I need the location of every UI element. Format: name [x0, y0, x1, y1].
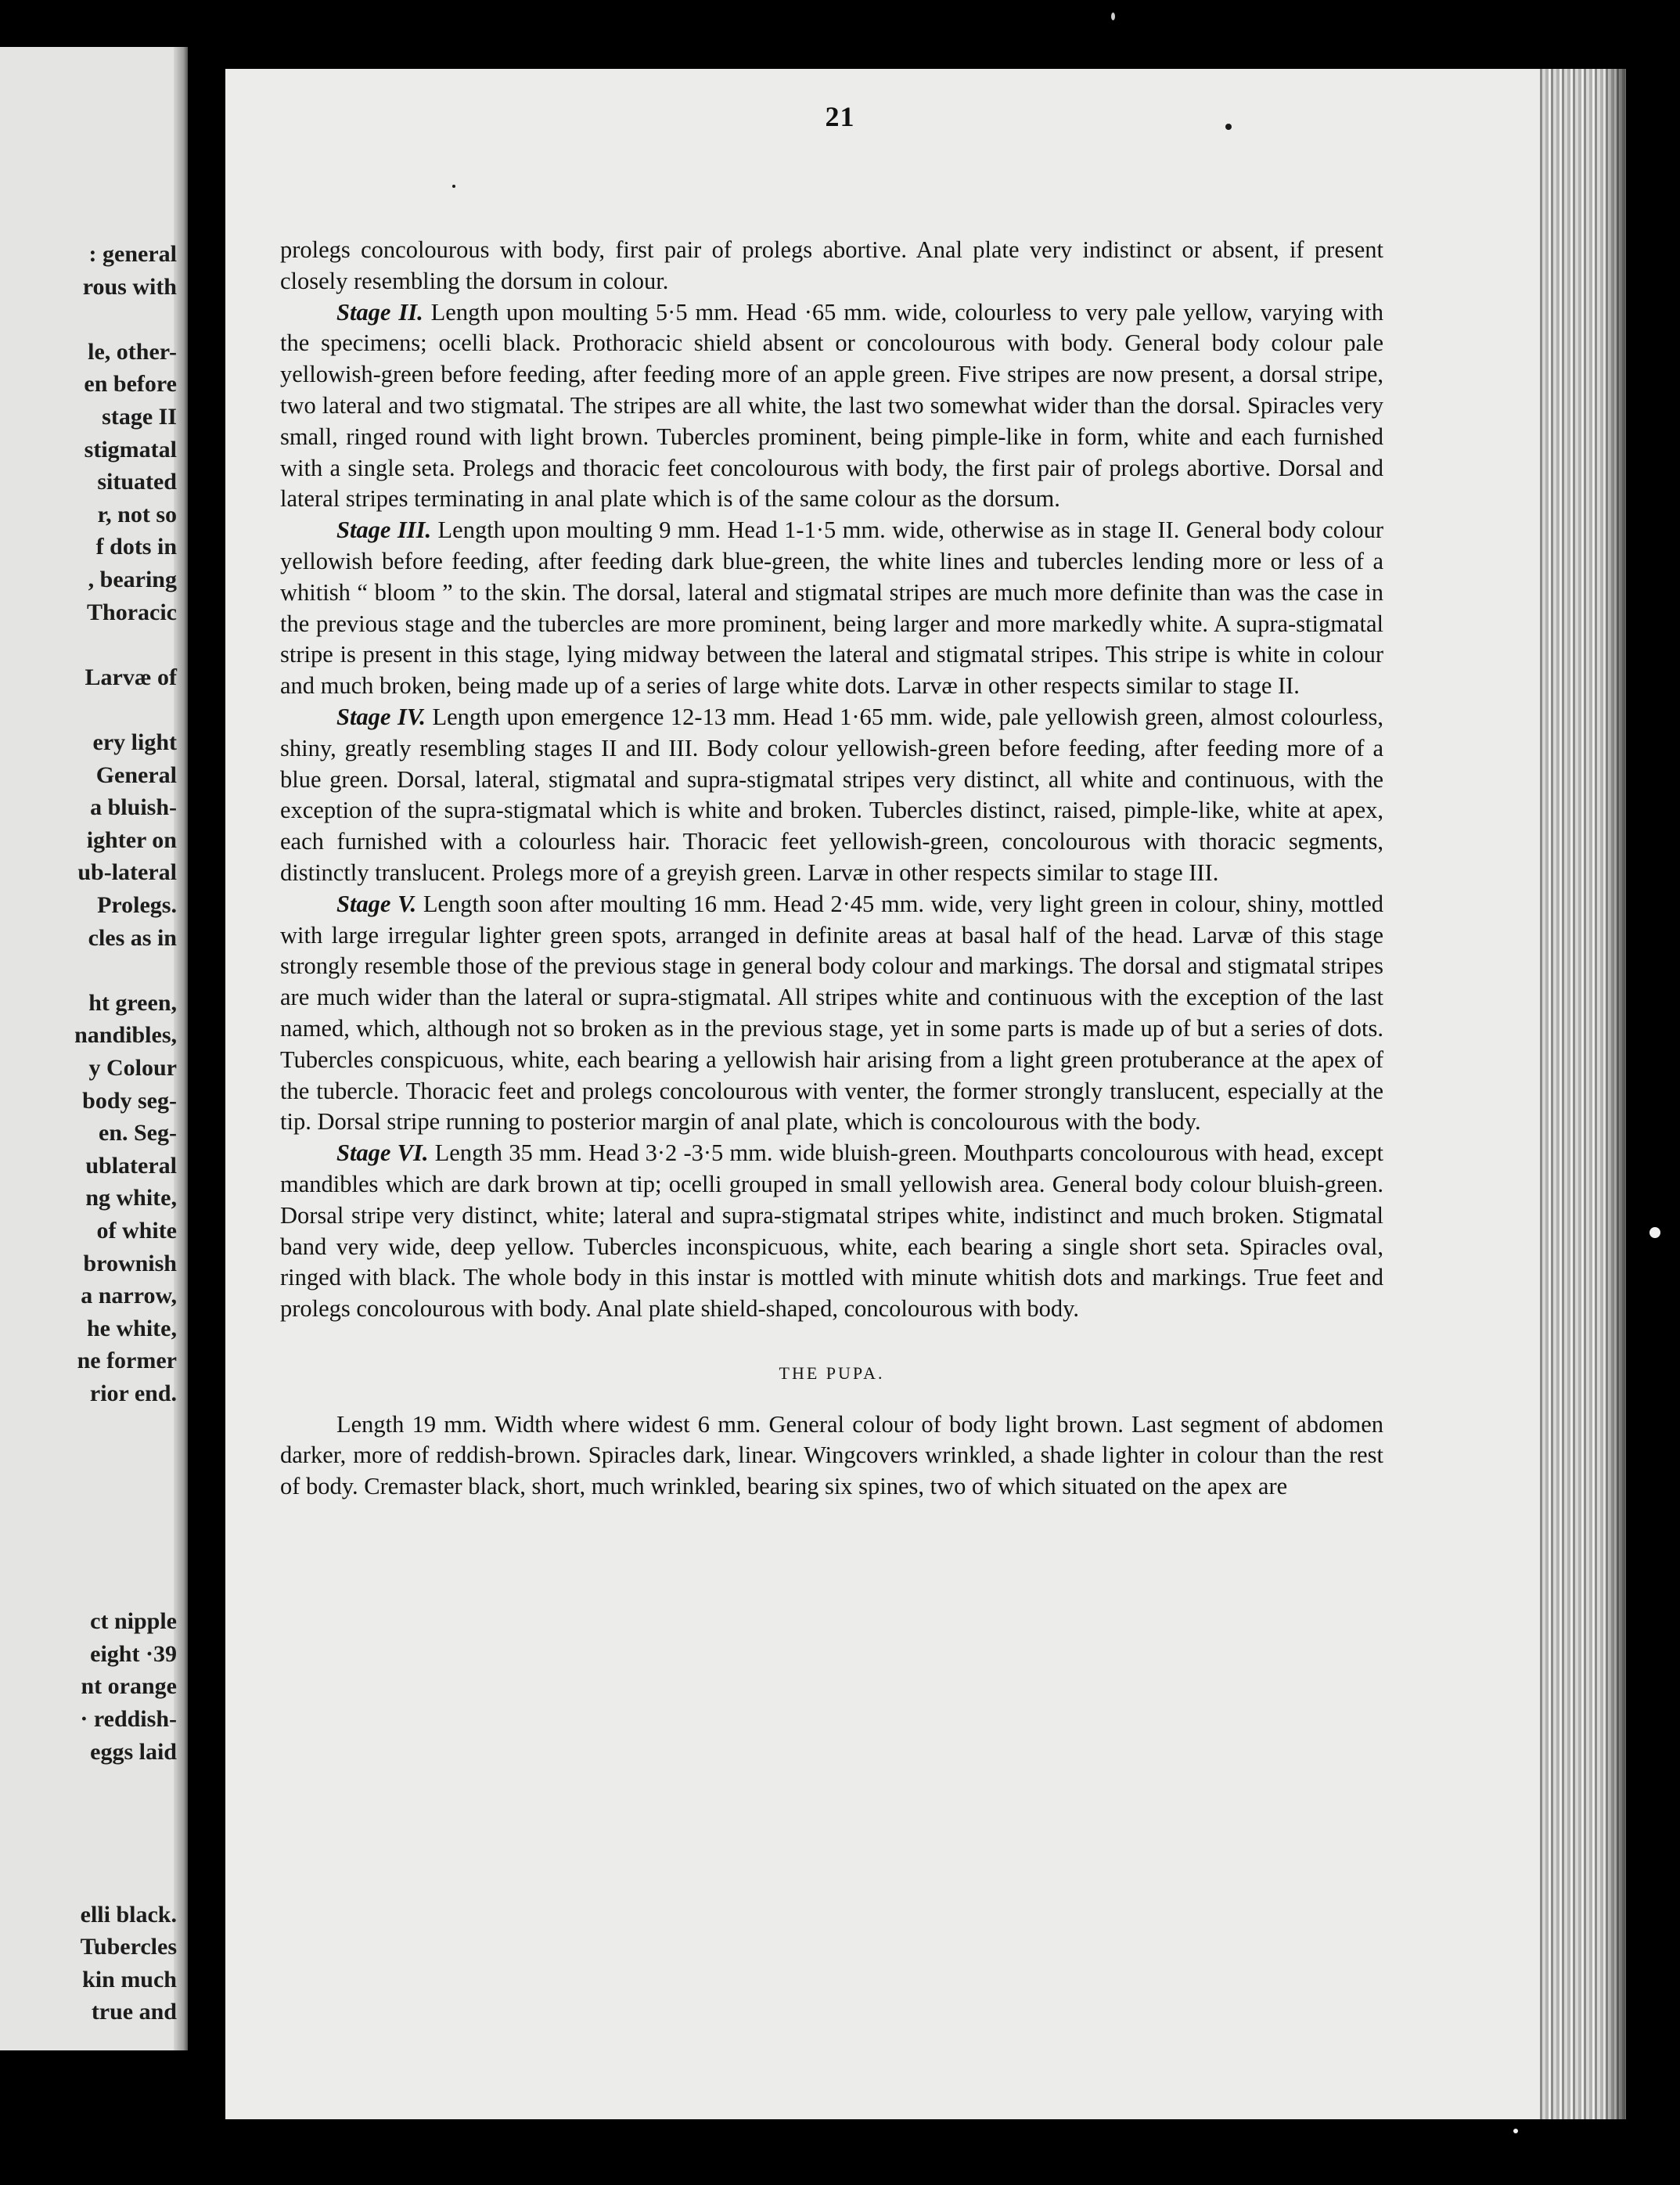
stage-label: Stage III.	[336, 517, 432, 544]
paragraph-text: Length 35 mm. Head 3·2 -3·5 mm. wide bluish-green. Mouthparts concolourous with head, except mandibles which are dark brown at tip; ocelli grouped in small yellowish area. General body colour bluish-green. Dorsal stripe very distinct, white; lateral and supra-stigmatal stripes white, indistinct and much broken. Stigmatal band very wide, deep yellow. Tubercles inconspicuous, white, each bearing a single short seta. Spiracles oval, ringed with black. The whole body in this instar is mottled with minute whitish dots and markings. True feet and prolegs concolourous with body. Anal plate shield-shaped, concolourous with body.	[280, 1139, 1384, 1323]
left-page-fragment: en before	[84, 371, 177, 398]
left-page-fragment: Thoracic	[87, 599, 177, 625]
left-page-fragment: a narrow,	[81, 1283, 177, 1309]
left-page-fragment: nt orange	[81, 1673, 177, 1700]
left-page-fragment: ht green,	[88, 989, 177, 1016]
left-page-fragment: eggs laid	[90, 1738, 177, 1765]
left-page-fragment: true and	[91, 1999, 177, 2025]
stage-paragraph	[280, 235, 1383, 297]
stage-label: Stage IV.	[336, 703, 426, 730]
left-page-fragment: stage II	[102, 404, 177, 430]
left-page-fragment: y Colour	[88, 1055, 177, 1081]
stage-label: Stage VI.	[336, 1139, 429, 1167]
left-page-fragment: body seg-	[82, 1087, 177, 1114]
stage-label: Stage II.	[336, 298, 423, 326]
paragraph-text: Length upon moulting 9 mm. Head 1-1·5 mm. wide, otherwise as in stage II. General body colour yellowish before feeding, after feeding dark blue-green, the white lines and tubercles lending more or less of a whitish “ bloom ” to the skin. The dorsal, lateral and stigmatal stripes are much more definite than was the case in the previous stage and the tubercles are more prominent, being larger and more markedly white. A supra-stigmatal stripe is present in this stage, lying midway between the lateral and stigmatal stripes. This stripe is white in colour and much broken, being made up of a series of large white dots. Larvæ in other respects similar to stage II.	[280, 517, 1383, 700]
left-page-fragment: , bearing	[88, 567, 177, 592]
left-page-fragment: of white	[96, 1218, 177, 1244]
left-page-fragment: ery light	[92, 729, 177, 755]
left-page-fragment: eight ·39	[90, 1640, 177, 1667]
dust-speck	[1513, 2129, 1518, 2133]
left-page-fragment: General	[95, 761, 177, 788]
paragraph-text: Length upon emergence 12-13 mm. Head 1·65 mm. wide, pale yellowish green, almost colourless, shiny, greatly resembling stages II and III. Body colour yellowish-green before feeding, after feeding more of a blue green. Dorsal, lateral, stigmatal and supra-stigmatal stripes very distinct, all white and continuous, with the exception of the supra-stigmatal which is white and broken. Tubercles distinct, raised, pimple-like, white at apex, each furnished with a colourless hair. Thoracic feet yellowish-green, concolourous with thoracic segments, distinctly translucent. Prolegs more of a greyish green. Larvæ in other respects similar to stage III.	[280, 703, 1383, 886]
left-page-fragment: Tubercles	[80, 1934, 177, 1960]
paragraphs	[280, 235, 1383, 1325]
stage-label: Stage V.	[336, 890, 417, 917]
left-page-fragment: ne former	[77, 1348, 177, 1374]
left-page-fragment: · reddish-	[80, 1706, 177, 1732]
left-page-fragment: en. Seg-	[99, 1120, 177, 1146]
page-stack-edge	[1540, 69, 1626, 2119]
left-page-fragment: f dots in	[95, 534, 177, 560]
dust-speck	[452, 185, 455, 188]
left-page-fragment: cles as in	[88, 924, 177, 951]
dust-speck	[1649, 1227, 1660, 1238]
left-page-fragment: le, other-	[88, 338, 177, 365]
left-page-fragment: nandibles,	[74, 1022, 177, 1049]
left-page-fragment: ublateral	[85, 1152, 177, 1179]
left-page-fragment: stigmatal	[84, 436, 177, 463]
paragraph-text: prolegs concolourous with body, first pair of prolegs abortive. Anal plate very indistinct or absent, if present closely resembling the dorsum in colour.	[280, 236, 1383, 294]
left-page-fragment: rous with	[82, 273, 177, 300]
stage-paragraph	[280, 297, 1383, 516]
dust-speck	[1111, 13, 1115, 20]
left-page-fragment: brownish	[83, 1250, 177, 1276]
left-page-fragment: Prolegs.	[97, 892, 177, 918]
stage-paragraph	[280, 702, 1383, 889]
left-page-fragment: : general	[88, 241, 177, 267]
left-page-fragment: elli black.	[80, 1901, 177, 1928]
pupa-paragraph: Length 19 mm. Width where widest 6 mm. General colour of body light brown. Last segment of abdomen darker, more of reddish-brown. Spiracles dark, linear. Wingcovers wrinkled, a shade lighter in colour than the rest of body. Cremaster black, short, much wrinkled, bearing six spines, two of which situated on the apex are	[280, 1410, 1383, 1500]
page-body	[280, 235, 1383, 1503]
left-page-fragment: ct nipple	[90, 1608, 177, 1635]
stage-paragraph	[280, 515, 1383, 702]
left-page-fragment: rior end.	[89, 1380, 177, 1406]
paragraph-text: Length soon after moulting 16 mm. Head 2·45 mm. wide, very light green in colour, shiny, mottled with large irregular lighter green spots, arranged in definite areas at basal half of the head. Larvæ of this stage strongly resemble those of the previous stage in general body colour and markings. The dorsal and stigmatal stripes are much wider than the lateral or supra-stigmatal. All stripes white and continuous with the exception of the last named, which, although not so broken as in the previous stage, yet in some parts is made up of but a series of dots. Tubercles conspicuous, white, each bearing a yellowish hair arising from a light green protuberance at the apex of the tubercle. Thoracic feet and prolegs concolourous with venter, the former strongly translucent, especially at the tip. Dorsal stripe running to posterior margin of anal plate, which is concolourous with the body.	[280, 890, 1384, 1136]
paragraph-text: Length upon moulting 5·5 mm. Head ·65 mm. wide, colourless to very pale yellow, varying with the specimens; ocelli black. Prothoracic shield absent or concolourous with body. General body colour pale yellowish-green before feeding, after feeding more of an apple green. Five stripes are now present, a dorsal stripe, two lateral and two stigmatal. The stripes are all white, the last two somewhat wider than the dorsal. Spiracles very small, ringed round with light brown. Tubercles prominent, being pimple-like in form, white and each furnished with a single seta. Prolegs and thoracic feet concolourous with body, the first pair of prolegs abortive. Dorsal and lateral stripes terminating in anal plate which is of the same colour as the dorsum.	[280, 298, 1383, 513]
stage-paragraph	[280, 1138, 1383, 1325]
left-page-fragment: situated	[97, 469, 177, 495]
left-page-fragment: ng white,	[85, 1185, 177, 1211]
section-title: THE PUPA.	[779, 1362, 885, 1383]
left-page-fragment: a bluish-	[90, 794, 177, 821]
page-number: 21	[825, 101, 855, 132]
left-page-fragment: kin much	[82, 1966, 177, 1992]
left-page-fragment: ub-lateral	[77, 859, 177, 886]
stage-paragraph	[280, 889, 1383, 1138]
left-page-fragment: he white,	[87, 1315, 177, 1341]
left-page-fragment: Larvæ of	[85, 664, 177, 690]
left-page-fragment: ighter on	[86, 826, 177, 853]
left-page-fragment: r, not so	[97, 501, 177, 527]
